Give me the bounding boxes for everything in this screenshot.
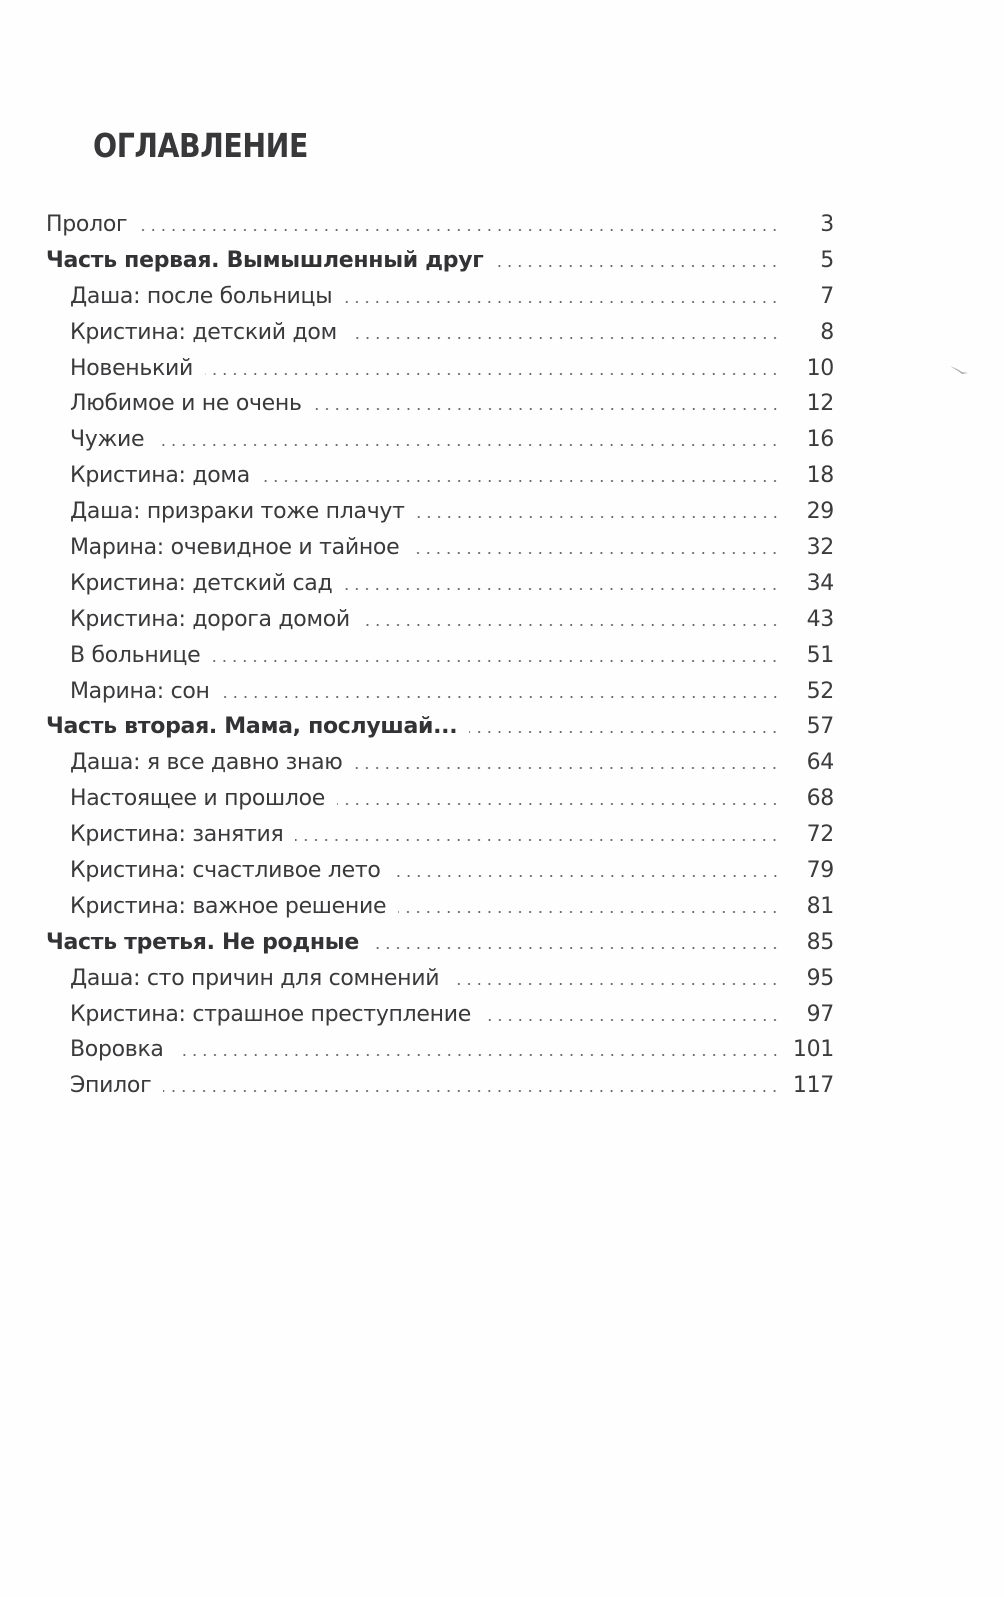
toc-entry-label: Даша: я все давно знаю xyxy=(70,750,343,776)
toc-entry-page: 32 xyxy=(806,535,834,561)
toc-entry-label: Даша: призраки тоже плачут xyxy=(70,499,405,525)
toc-entry-page: 101 xyxy=(792,1037,834,1063)
toc-entry-page: 12 xyxy=(806,391,834,417)
toc-entry-page: 117 xyxy=(792,1073,834,1099)
toc-list xyxy=(46,207,834,1104)
dot-leader xyxy=(344,588,780,590)
toc-entry-label: В больнице xyxy=(70,642,201,668)
dot-leader xyxy=(349,337,780,339)
toc-entry-label: Кристина: детский сад xyxy=(70,570,333,596)
toc-entry-label: Кристина: счастливое лето xyxy=(70,858,381,884)
toc-entry-label: Пролог xyxy=(46,212,128,237)
toc-entry xyxy=(46,494,834,530)
dot-leader xyxy=(314,408,780,410)
toc-entry-label: Кристина: страшное преступление xyxy=(70,1001,471,1027)
dot-leader xyxy=(156,444,780,446)
dot-leader xyxy=(393,875,780,877)
toc-entry xyxy=(46,207,834,243)
toc-part-entry xyxy=(46,243,834,279)
toc-entry xyxy=(46,566,834,602)
toc-entry xyxy=(46,279,834,315)
dot-leader xyxy=(362,624,780,626)
toc-entry-label: Настоящее и прошлое xyxy=(70,786,326,812)
toc-entry xyxy=(46,961,834,997)
dot-leader xyxy=(262,480,780,482)
toc-entry xyxy=(46,674,834,710)
dot-leader xyxy=(371,947,780,949)
toc-entry-page: 3 xyxy=(820,212,834,237)
toc-entry xyxy=(46,817,834,853)
toc-part-entry xyxy=(46,709,834,745)
toc-entry-page: 5 xyxy=(820,247,834,273)
toc-entry-page: 52 xyxy=(806,678,834,704)
toc-entry-page: 51 xyxy=(806,642,834,668)
toc-entry-page: 8 xyxy=(820,319,834,345)
toc-entry-page: 79 xyxy=(806,858,834,884)
scan-smudge-mark xyxy=(948,364,972,376)
toc-entry-label: Эпилог xyxy=(70,1073,152,1099)
toc-entry-label: Кристина: важное решение xyxy=(70,893,387,919)
toc-entry-label: Новенький xyxy=(70,355,194,381)
toc-entry-label: Марина: очевидное и тайное xyxy=(70,535,400,561)
toc-entry-page: 16 xyxy=(806,427,834,453)
dot-leader xyxy=(398,911,780,913)
toc-entry-label: Воровка xyxy=(70,1037,164,1063)
dot-leader xyxy=(222,696,780,698)
toc-entry xyxy=(46,422,834,458)
toc-entry-label: Часть третья. Не родные xyxy=(46,929,359,955)
toc-entry xyxy=(46,351,834,387)
toc-entry-page: 7 xyxy=(820,283,834,309)
toc-entry-label: Кристина: занятия xyxy=(70,822,284,848)
toc-entry-page: 97 xyxy=(806,1001,834,1027)
toc-entry xyxy=(46,530,834,566)
toc-part-entry xyxy=(46,925,834,961)
toc-entry-page: 43 xyxy=(806,606,834,632)
toc-entry-page: 81 xyxy=(806,893,834,919)
toc-entry xyxy=(46,386,834,422)
dot-leader xyxy=(483,1019,780,1021)
toc-entry-label: Кристина: детский дом xyxy=(70,319,337,345)
toc-entry-page: 29 xyxy=(806,499,834,525)
toc-entry-label: Даша: сто причин для сомнений xyxy=(70,965,440,991)
toc-entry-page: 18 xyxy=(806,463,834,489)
toc-entry xyxy=(46,638,834,674)
toc-title: ОГЛАВЛЕНИЕ xyxy=(93,126,308,165)
toc-entry-page: 95 xyxy=(806,965,834,991)
toc-entry xyxy=(46,889,834,925)
dot-leader xyxy=(469,731,780,733)
toc-entry xyxy=(46,853,834,889)
toc-entry xyxy=(46,997,834,1033)
toc-entry-page: 85 xyxy=(806,929,834,955)
toc-entry-label: Часть первая. Вымышленный друг xyxy=(46,247,484,273)
dot-leader xyxy=(176,1054,780,1056)
toc-entry-page: 68 xyxy=(806,786,834,812)
toc-entry-label: Любимое и не очень xyxy=(70,391,302,417)
dot-leader xyxy=(451,983,780,985)
toc-entry-label: Часть вторая. Мама, послушай... xyxy=(46,714,458,740)
dot-leader xyxy=(411,552,780,554)
toc-entry-page: 72 xyxy=(806,822,834,848)
toc-entry xyxy=(46,602,834,638)
toc-entry xyxy=(46,745,834,781)
toc-entry-label: Кристина: дорога домой xyxy=(70,606,350,632)
toc-entry xyxy=(46,1032,834,1068)
dot-leader xyxy=(212,660,780,662)
dot-leader xyxy=(205,373,780,375)
toc-entry xyxy=(46,781,834,817)
dot-leader xyxy=(417,516,780,518)
dot-leader xyxy=(139,229,780,231)
dot-leader xyxy=(295,839,780,841)
toc-entry-label: Даша: после больницы xyxy=(70,283,333,309)
toc-entry xyxy=(46,1068,834,1104)
dot-leader xyxy=(495,265,780,267)
toc-entry-label: Чужие xyxy=(70,427,145,453)
toc-entry-page: 64 xyxy=(806,750,834,776)
toc-entry-page: 57 xyxy=(806,714,834,740)
toc-entry-label: Кристина: дома xyxy=(70,463,250,489)
toc-entry-label: Марина: сон xyxy=(70,678,210,704)
toc-entry xyxy=(46,315,834,351)
toc-entry xyxy=(46,458,834,494)
toc-entry-page: 34 xyxy=(806,570,834,596)
dot-leader xyxy=(344,301,780,303)
dot-leader xyxy=(337,803,780,805)
toc-entry-page: 10 xyxy=(806,355,834,381)
dot-leader xyxy=(163,1090,780,1092)
dot-leader xyxy=(354,767,780,769)
